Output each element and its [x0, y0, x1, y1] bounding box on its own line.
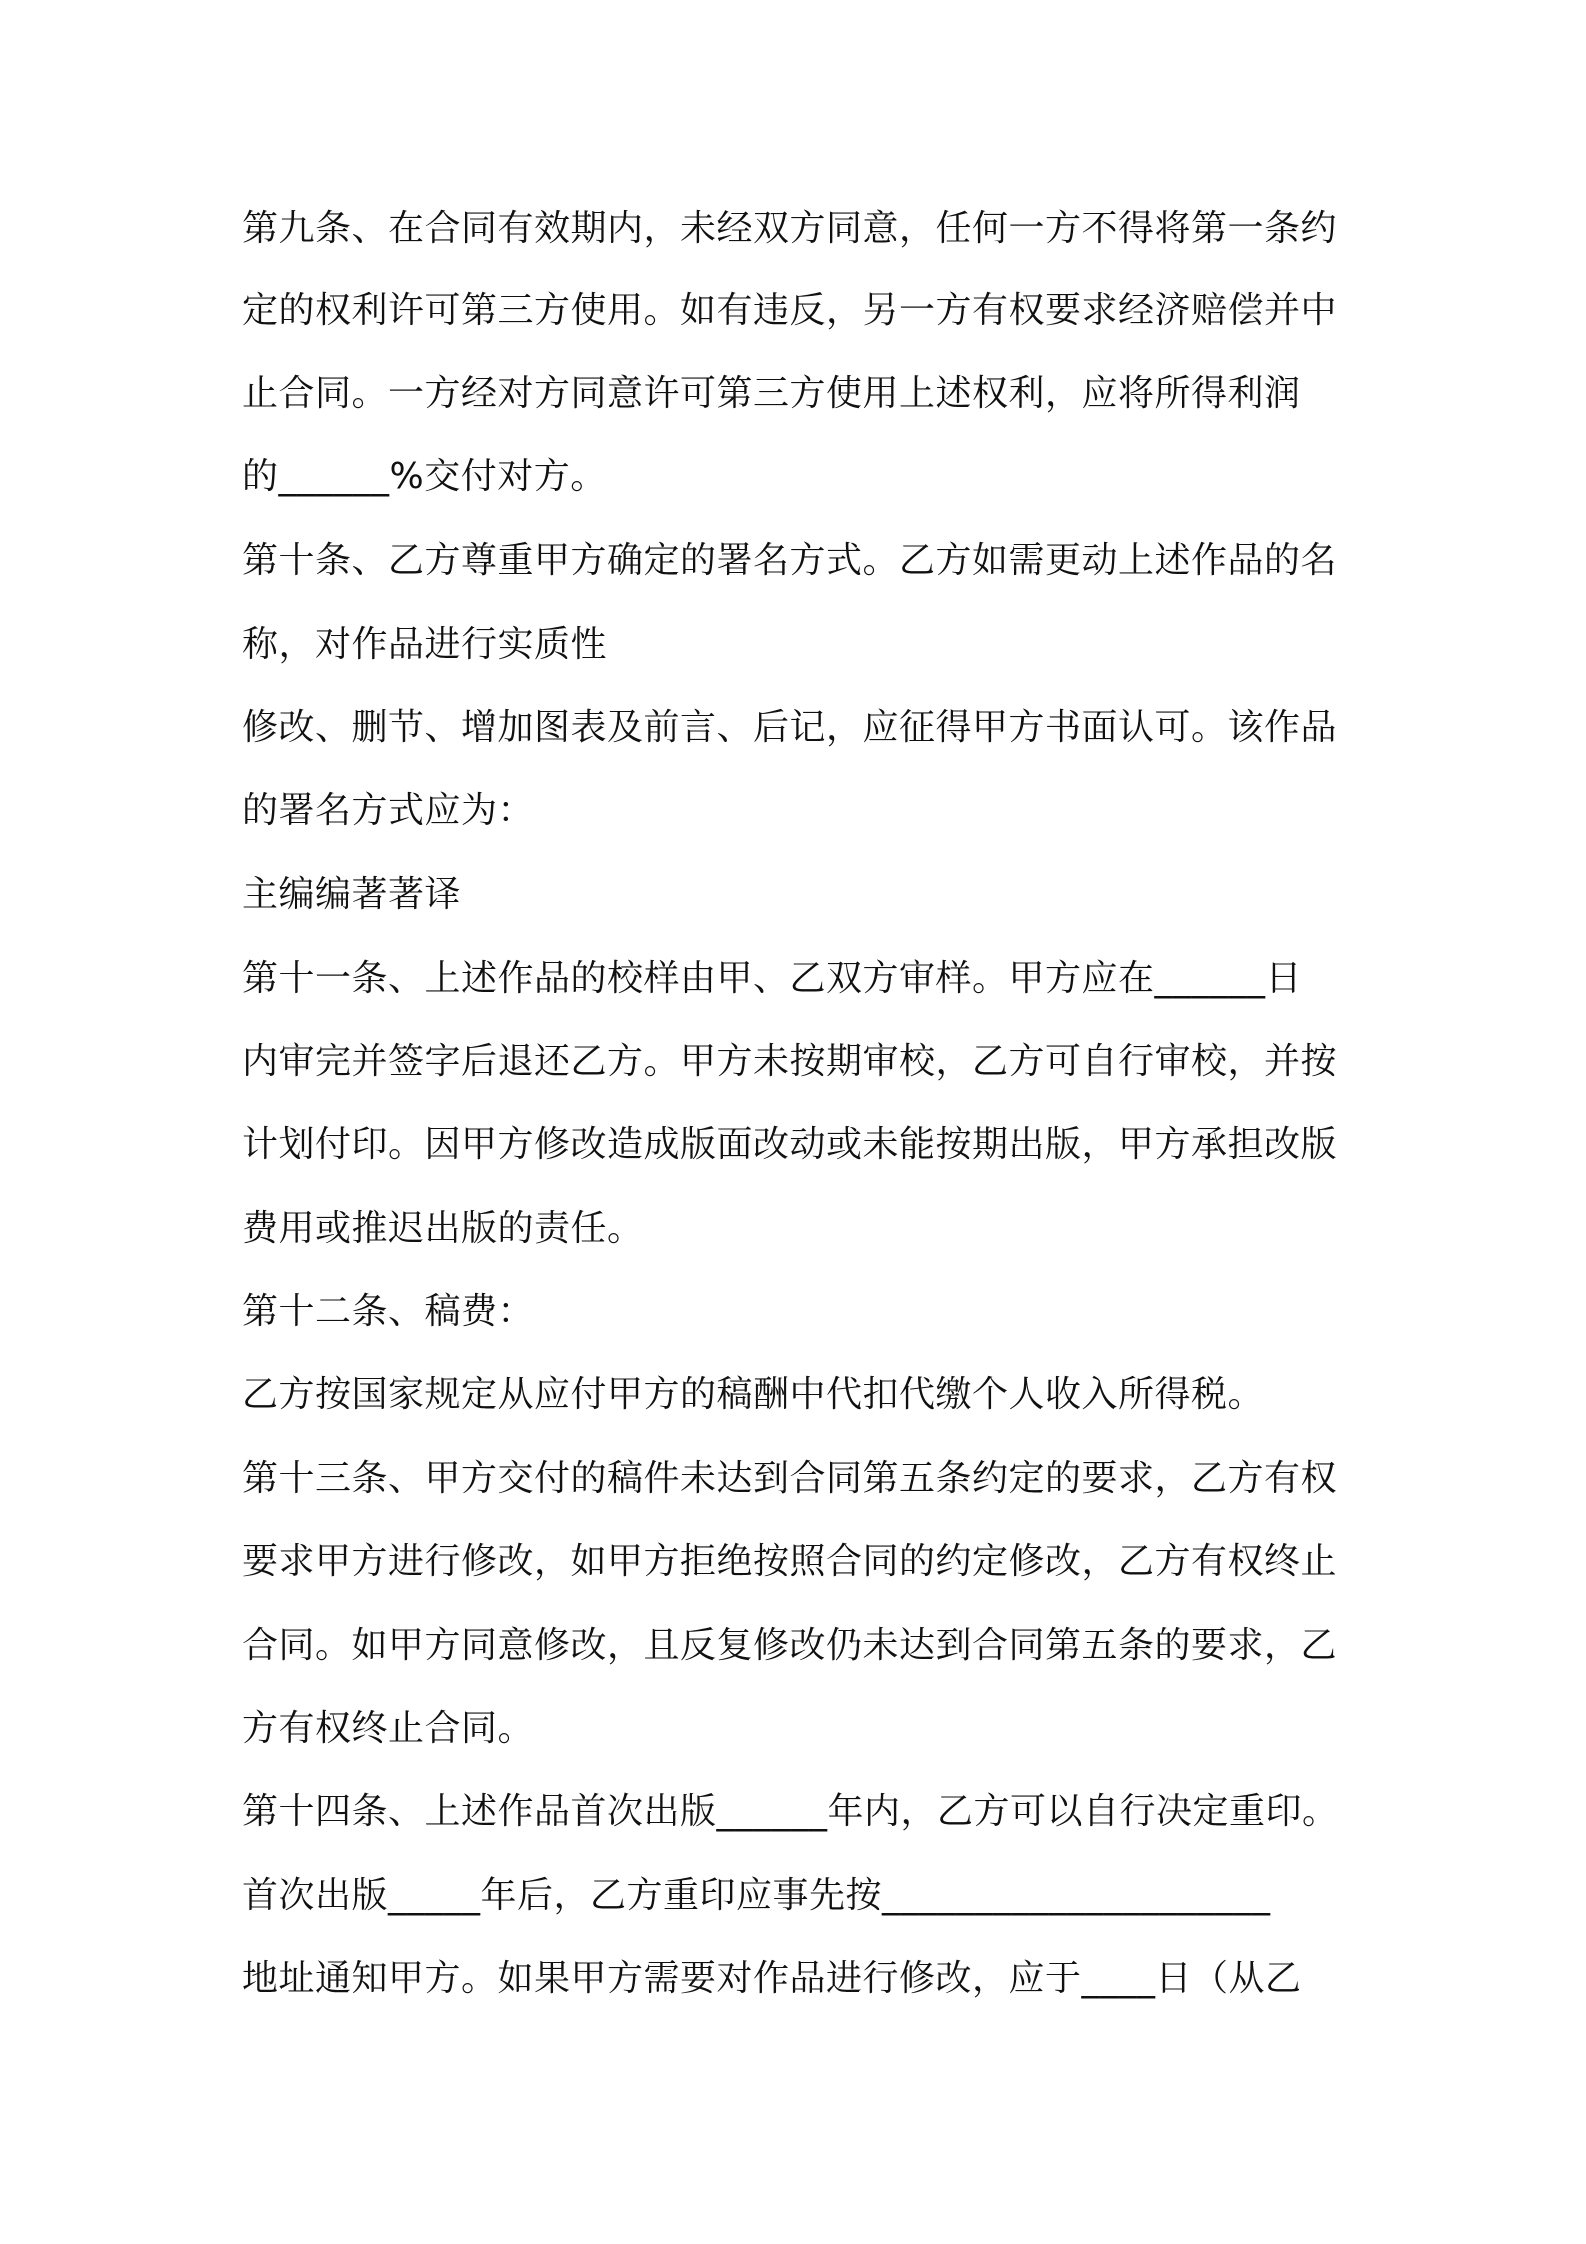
clause-10-line-1: 第十条、乙方尊重甲方确定的署名方式。乙方如需更动上述作品的名 [242, 540, 1338, 581]
clause-9-line-1: 第九条、在合同有效期内，未经双方同意，任何一方不得将第一条约 [242, 208, 1338, 249]
clause-12-heading: 第十二条、稿费： [242, 1291, 535, 1332]
clause-12-line-1: 乙方按国家规定从应付甲方的稿酬中代扣代缴个人收入所得税。 [242, 1374, 1265, 1415]
clause-11-line-4: 费用或推迟出版的责任。 [242, 1208, 644, 1249]
clause-11-line-1: 第十一条、上述作品的校样由甲、乙双方审样。甲方应在______日 [242, 958, 1303, 999]
clause-13-line-2: 要求甲方进行修改，如甲方拒绝按照合同的约定修改，乙方有权终止 [242, 1541, 1338, 1582]
clause-10-line-4: 的署名方式应为： [242, 790, 535, 831]
clause-10-line-2: 称，对作品进行实质性 [242, 624, 608, 665]
clause-11-line-3: 计划付印。因甲方修改造成版面改动或未能按期出版，甲方承担改版 [242, 1124, 1338, 1165]
clause-14-line-3: 地址通知甲方。如果甲方需要对作品进行修改，应于____日（从乙 [242, 1958, 1302, 1999]
clause-9-line-4: 的______%交付对方。 [242, 456, 607, 497]
clause-11-line-2: 内审完并签字后退还乙方。甲方未按期审校，乙方可自行审校，并按 [242, 1041, 1338, 1082]
clause-13-line-3: 合同。如甲方同意修改，且反复修改仍未达到合同第五条的要求，乙 [242, 1625, 1338, 1666]
clause-13-line-1: 第十三条、甲方交付的稿件未达到合同第五条约定的要求，乙方有权 [242, 1458, 1338, 1499]
clause-10-line-3: 修改、删节、增加图表及前言、后记，应征得甲方书面认可。该作品 [242, 707, 1338, 748]
signature-options: 主编编著著译 [242, 874, 462, 915]
clause-9-line-2: 定的权利许可第三方使用。如有违反，另一方有权要求经济赔偿并中 [242, 290, 1338, 331]
clause-14-line-2: 首次出版_____年后，乙方重印应事先按_____________________ [242, 1875, 1271, 1916]
clause-9-line-3: 止合同。一方经对方同意许可第三方使用上述权利，应将所得利润 [242, 373, 1301, 414]
clause-14-line-1: 第十四条、上述作品首次出版______年内，乙方可以自行决定重印。 [242, 1791, 1339, 1832]
clause-13-line-4: 方有权终止合同。 [242, 1708, 535, 1749]
